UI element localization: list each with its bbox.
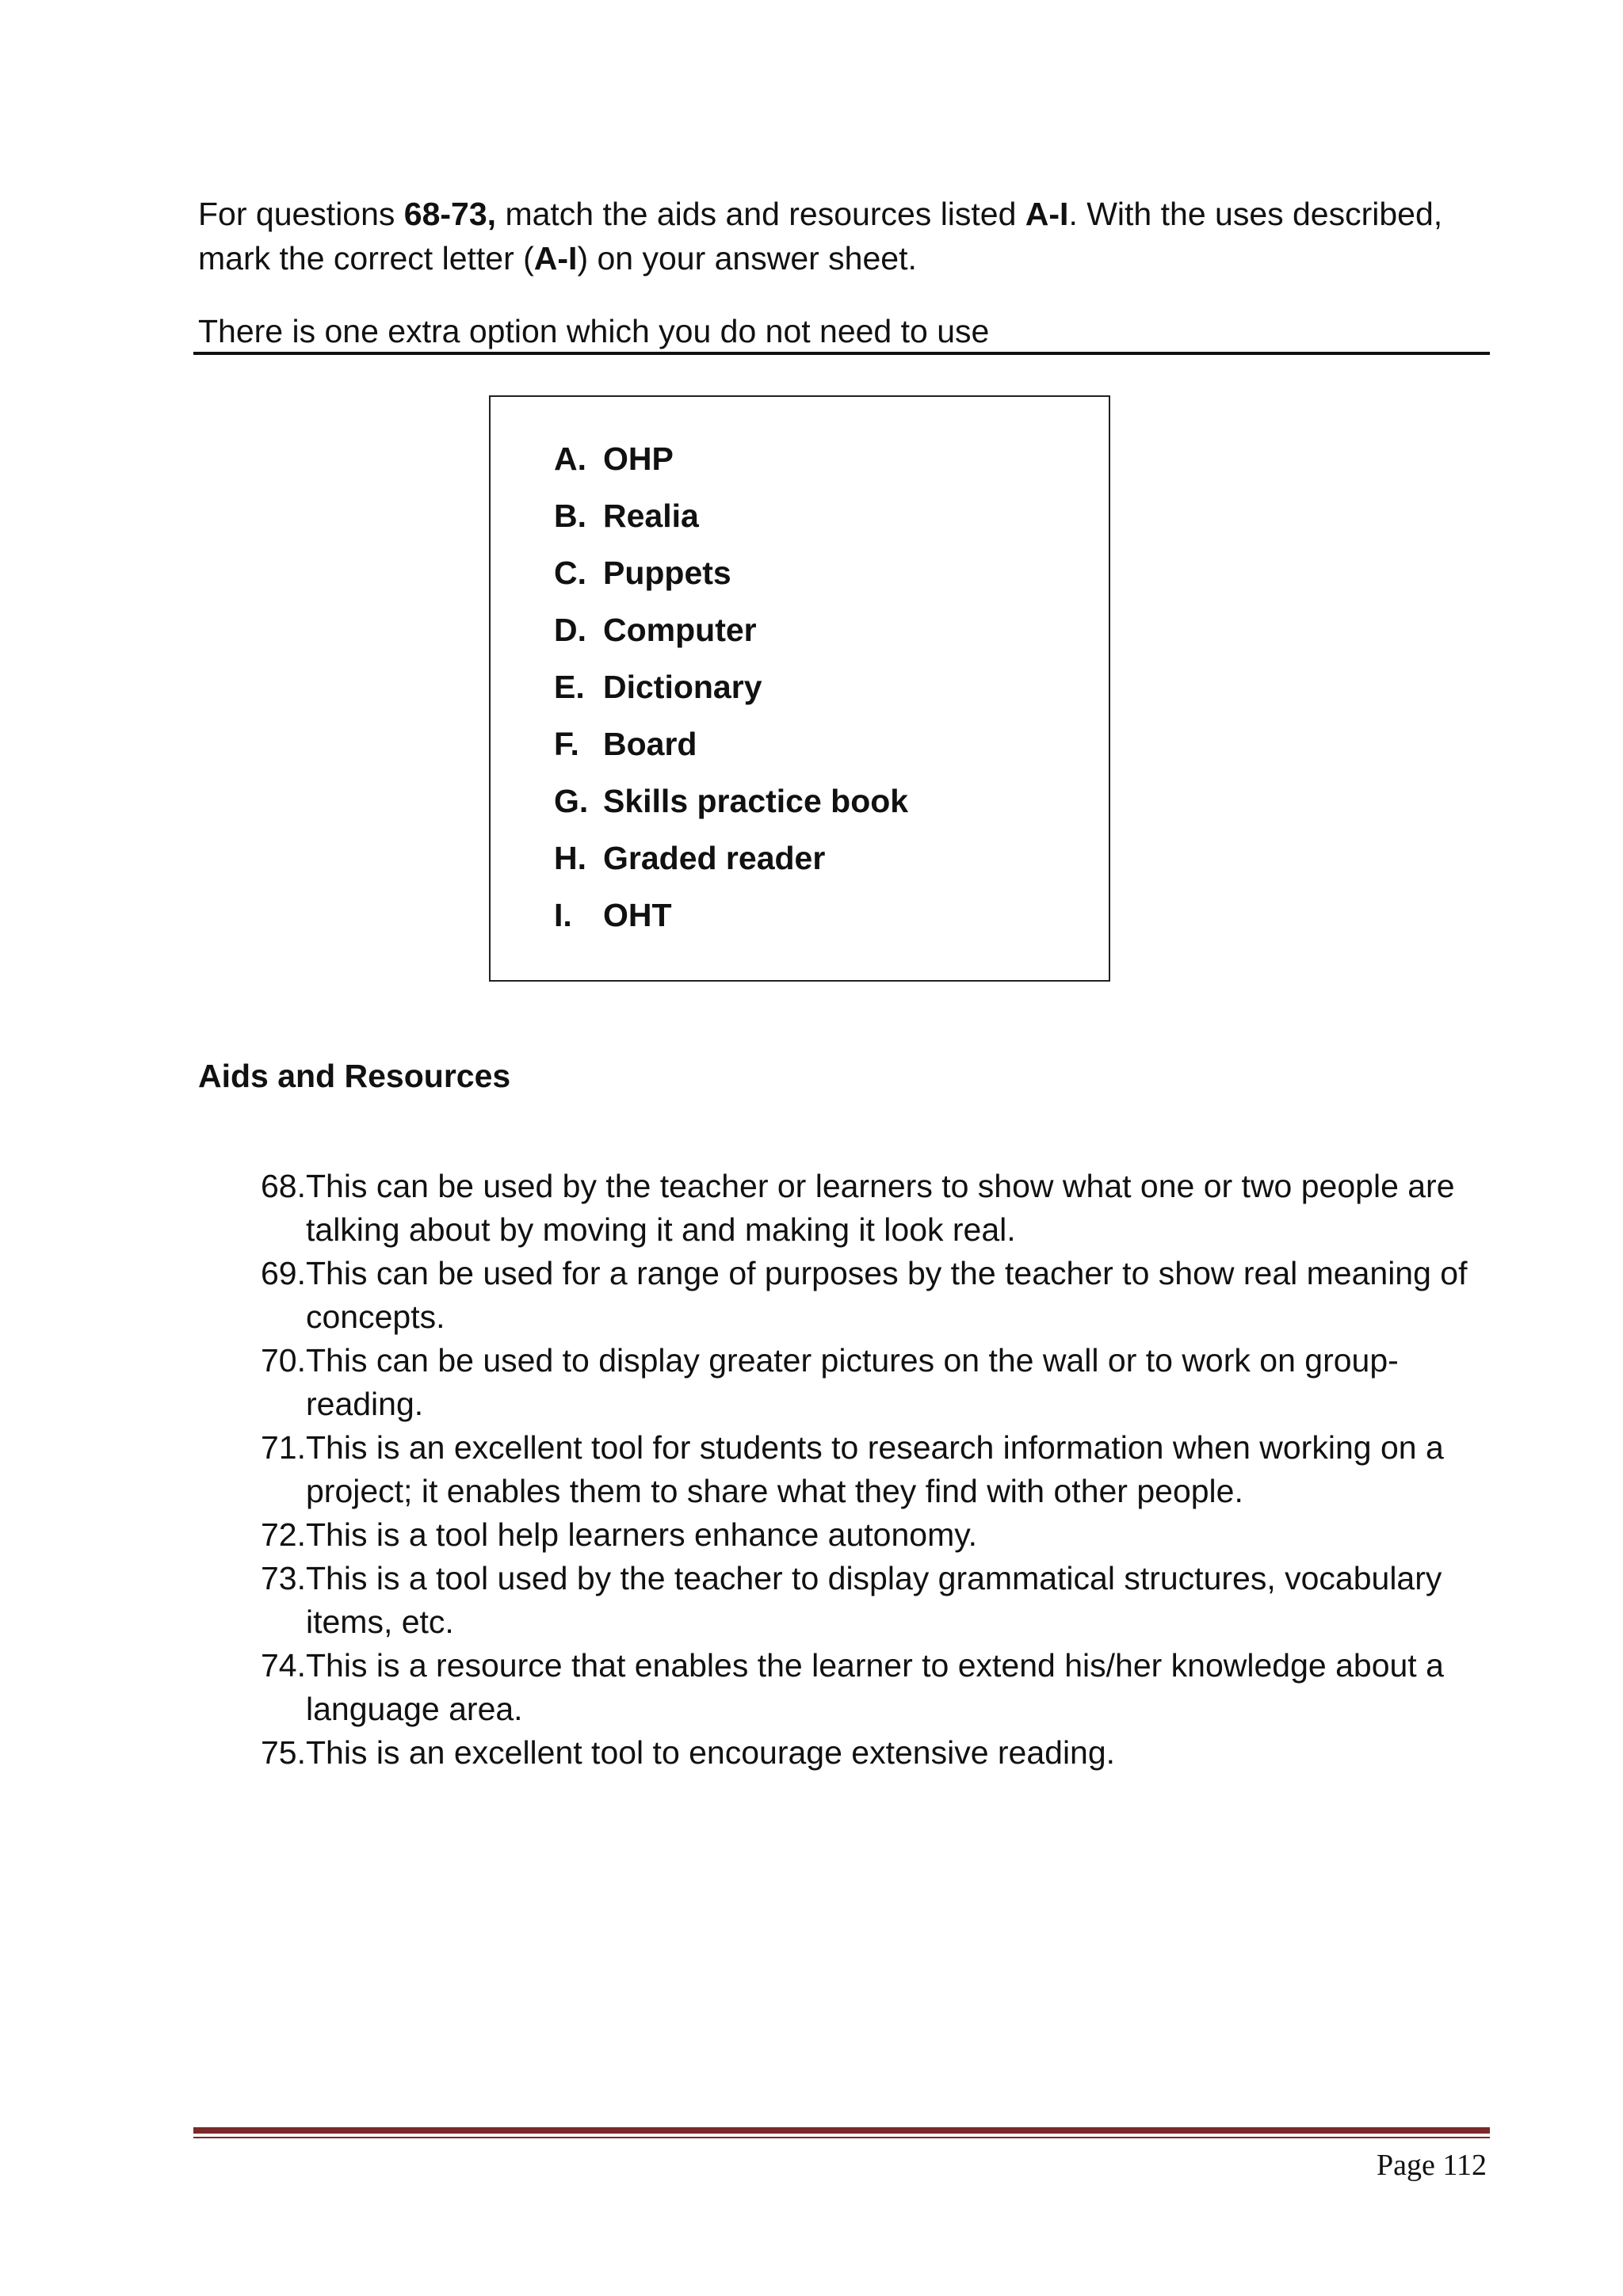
section-heading: Aids and Resources [198,1058,511,1094]
question-text: This is an excellent tool for students to research information when working on a project; it enables them to share what they find with other people. [306,1429,1444,1509]
footer-rule-thick [193,2127,1490,2134]
question-text: This is a resource that enables the learner to extend his/her knowledge about a language area. [306,1647,1444,1727]
option-letter: C. [554,554,586,591]
option-letter: B. [554,497,586,534]
question-item [198,1165,1498,1252]
option-label: Graded reader [603,839,826,876]
option-label: OHP [603,440,674,477]
question-text: This is an excellent tool to encourage extensive reading. [306,1734,1116,1771]
option-letter: D. [554,611,586,648]
options-list [554,430,908,944]
instructions-text-2: match the aids and resources listed [496,196,1025,232]
option-item [554,487,908,544]
option-letter: I. [554,896,572,933]
question-number: 70. [261,1342,306,1379]
question-item [198,1339,1498,1426]
option-label: Realia [603,497,699,534]
question-range: 68-73, [403,196,497,232]
question-item [198,1557,1498,1644]
option-letter: G. [554,782,589,819]
question-text: This is a tool used by the teacher to display grammatical structures, vocabulary items, etc. [306,1560,1442,1640]
page-number: Page 112 [1377,2149,1487,2182]
option-letter: H. [554,839,586,876]
questions-list [198,1165,1498,1775]
question-item [198,1426,1498,1513]
question-item [198,1252,1498,1339]
question-number: 71. [261,1429,306,1466]
option-letter: E. [554,668,585,705]
instructions-text-4: ) on your answer sheet. [577,240,917,277]
instructions-text-3: . With the uses described, mark the correct letter ( [198,196,1443,277]
option-letter: A. [554,440,586,477]
instructions-text-1: For questions [198,196,404,232]
option-item [554,601,908,658]
option-label: Puppets [603,554,731,591]
question-text: This can be used by the teacher or learners to show what one or two people are talking about by moving it and making it look real. [306,1168,1455,1248]
question-number: 72. [261,1516,306,1553]
question-number: 69. [261,1255,306,1291]
question-text: This can be used for a range of purposes by the teacher to show real meaning of concepts. [306,1255,1468,1335]
extra-option-note: There is one extra option which you do not need to use [198,313,990,349]
option-label: OHT [603,896,672,933]
option-label: Board [603,725,697,762]
option-item [554,887,908,944]
question-item [198,1513,1498,1557]
question-number: 75. [261,1734,306,1771]
question-text: This is a tool help learners enhance autonomy. [306,1516,978,1553]
instructions [198,192,1490,280]
letter-range-1: A-I [1025,196,1069,232]
footer-rule-thin [193,2137,1490,2138]
question-number: 74. [261,1647,306,1684]
option-letter: F. [554,725,579,762]
option-label: Dictionary [603,668,762,705]
question-text: This can be used to display greater pictures on the wall or to work on group-reading. [306,1342,1399,1422]
question-number: 68. [261,1168,306,1204]
question-number: 73. [261,1560,306,1596]
letter-range-2: A-I [533,240,578,277]
option-item [554,772,908,830]
option-label: Skills practice book [603,782,909,819]
option-item [554,544,908,601]
option-item [554,715,908,772]
option-item [554,430,908,487]
option-label: Computer [603,611,757,648]
question-item [198,1644,1498,1731]
question-item [198,1731,1498,1775]
option-item [554,830,908,887]
option-item [554,658,908,715]
extra-note-underline [193,352,1490,355]
options-box [489,395,1110,982]
